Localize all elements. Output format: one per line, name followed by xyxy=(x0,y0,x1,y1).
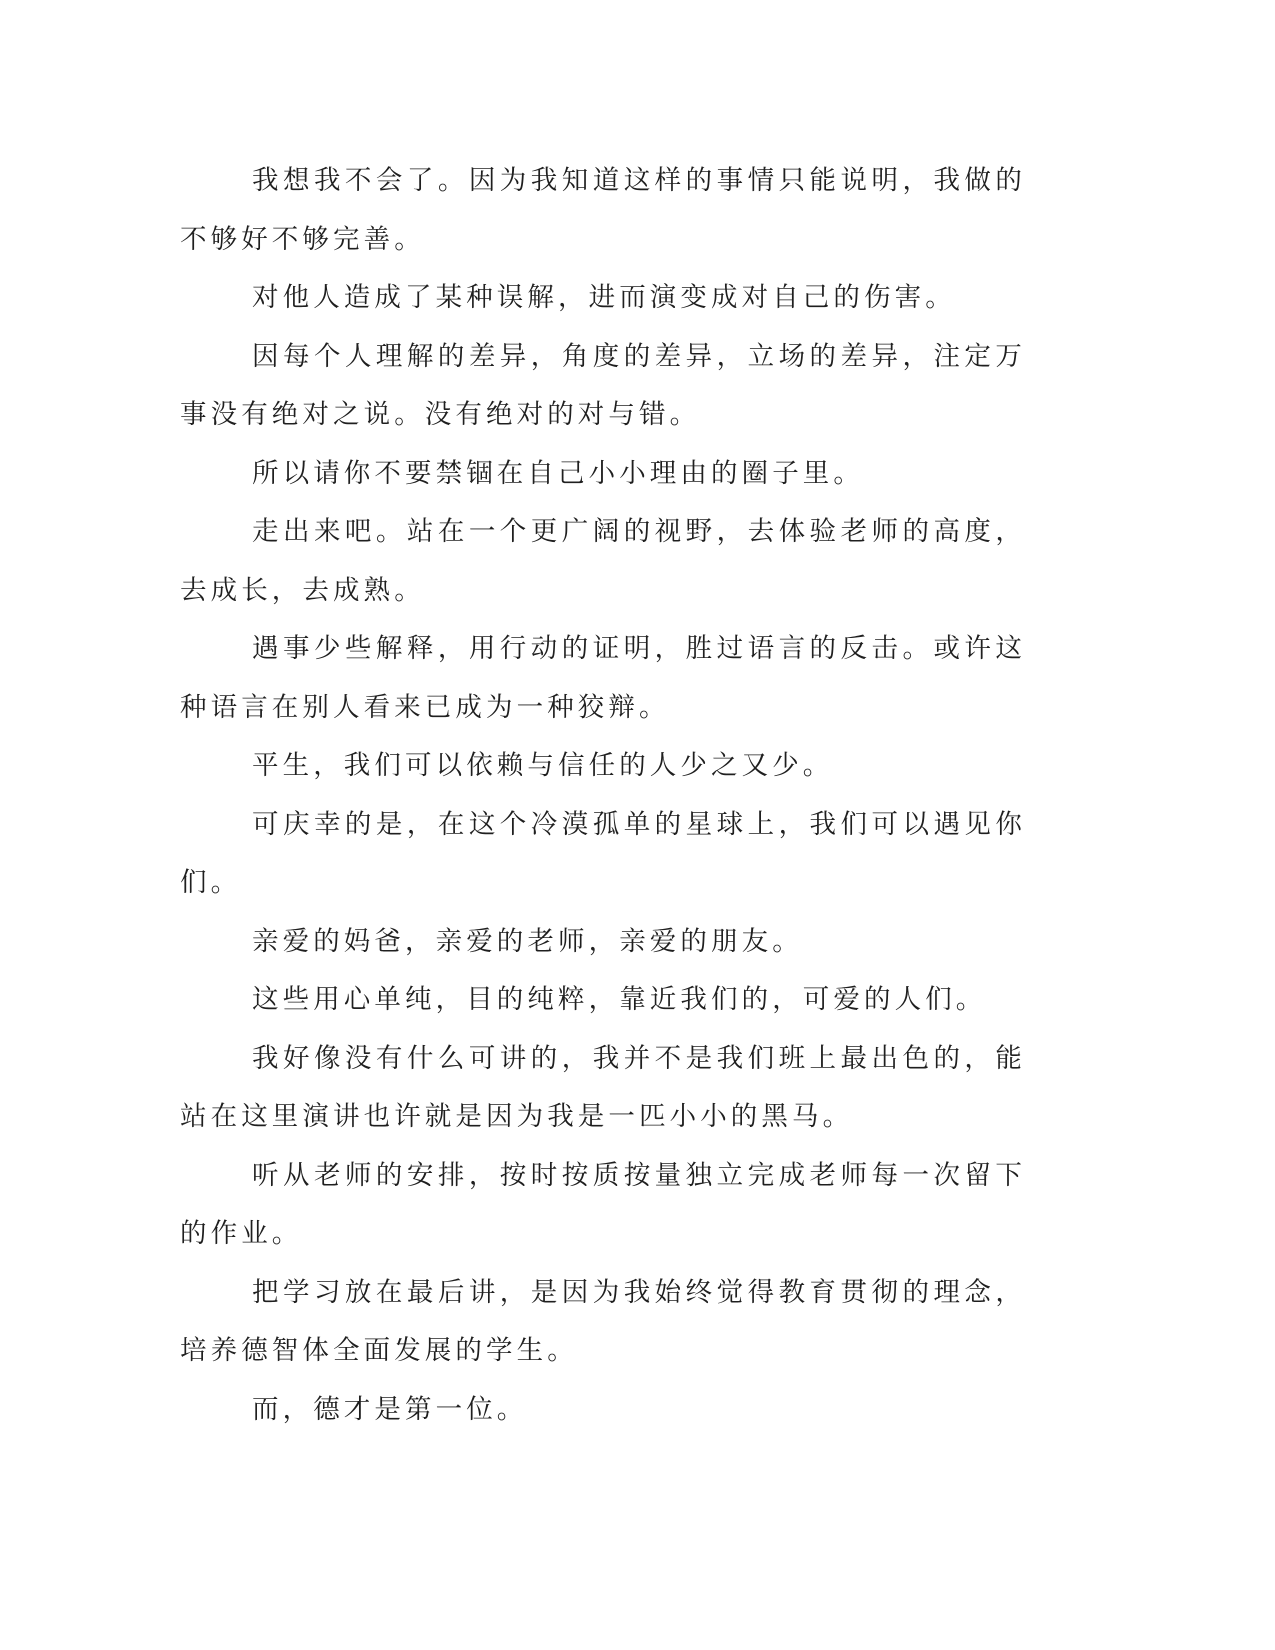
paragraph: 把学习放在最后讲，是因为我始终觉得教育贯彻的理念，培养德智体全面发展的学生。 xyxy=(180,1276,1026,1366)
paragraph: 平生，我们可以依赖与信任的人少之又少。 xyxy=(252,750,834,781)
paragraph: 听从老师的安排，按时按质按量独立完成老师每一次留下的作业。 xyxy=(180,1159,1026,1249)
paragraph: 走出来吧。站在一个更广阔的视野，去体验老师的高度，去成长，去成熟。 xyxy=(180,516,1026,606)
paragraph: 所以请你不要禁锢在自己小小理由的圈子里。 xyxy=(252,457,864,489)
paragraph: 对他人造成了某种误解，进而演变成对自己的伤害。 xyxy=(252,282,956,313)
paragraph: 亲爱的妈爸，亲爱的老师，亲爱的朋友。 xyxy=(252,925,803,957)
paragraph: 因每个人理解的差异，角度的差异，立场的差异，注定万事没有绝对之说。没有绝对的对与错。 xyxy=(180,340,1026,430)
paragraph: 我想我不会了。因为我知道这样的事情只能说明，我做的不够好不够完善。 xyxy=(180,165,1026,255)
document-body xyxy=(180,152,1026,1439)
paragraph: 这些用心单纯，目的纯粹，靠近我们的，可爱的人们。 xyxy=(252,984,987,1015)
paragraph: 我好像没有什么可讲的，我并不是我们班上最出色的，能站在这里演讲也许就是因为我是一匹小小的黑马。 xyxy=(180,1042,1026,1132)
paragraph: 遇事少些解释，用行动的证明，胜过语言的反击。或许这种语言在别人看来已成为一种狡辩。 xyxy=(180,633,1026,723)
paragraph: 可庆幸的是，在这个冷漠孤单的星球上，我们可以遇见你们。 xyxy=(180,808,1026,898)
paragraph: 而，德才是第一位。 xyxy=(252,1393,528,1425)
